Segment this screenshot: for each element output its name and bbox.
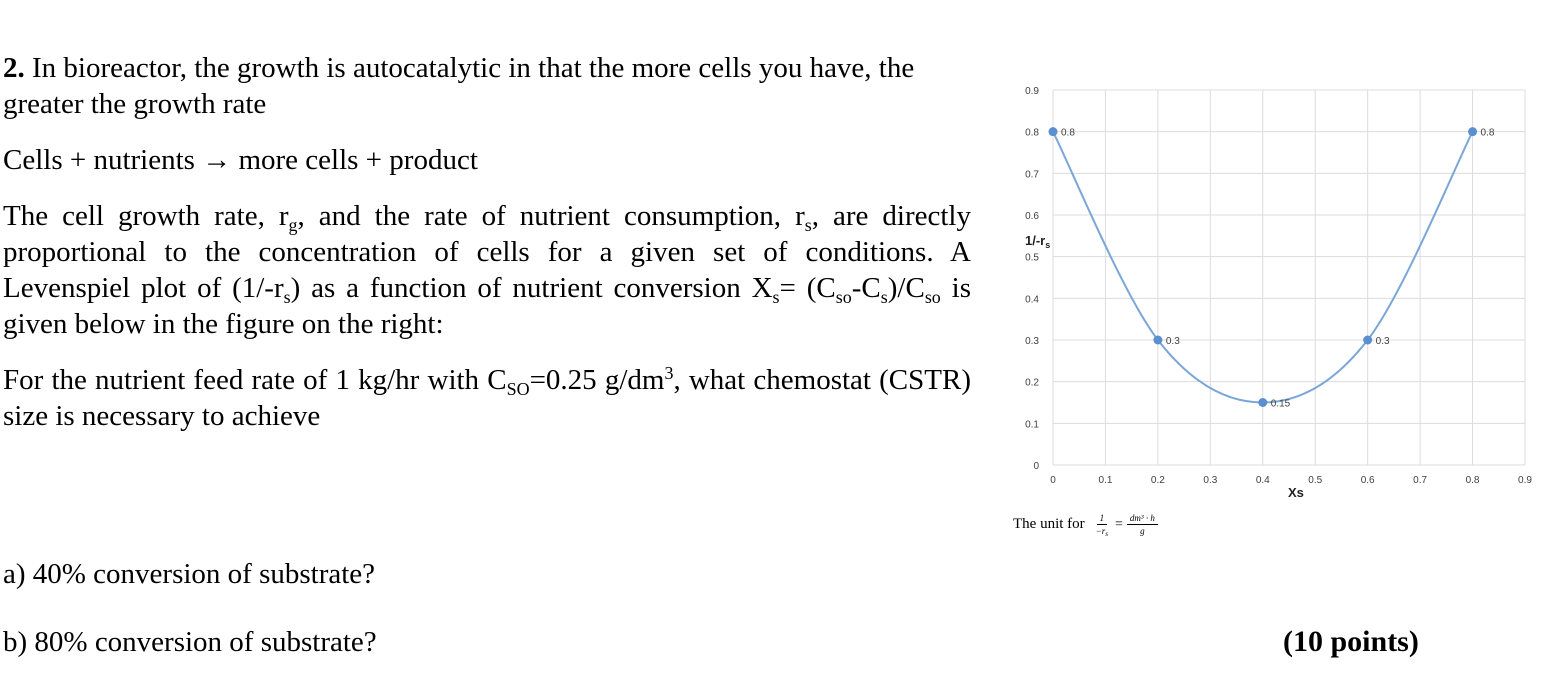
x-tick-label: 0.9: [1518, 475, 1532, 486]
data-point: [1153, 336, 1162, 345]
unit-fraction: [1127, 512, 1158, 537]
subscript: SO: [506, 378, 530, 399]
y-tick-label: 0.2: [1025, 377, 1039, 389]
y-axis-title-sub: s: [1045, 240, 1051, 250]
x-tick-label: 0.2: [1150, 475, 1165, 486]
question-a: a) 40% conversion of substrate?: [3, 558, 376, 590]
problem-text: [3, 50, 971, 454]
denominator-text: −r: [1095, 526, 1106, 536]
equals-sign: =: [1114, 516, 1123, 532]
feed-paragraph: [3, 362, 971, 434]
unit-note: [1013, 512, 1160, 537]
data-label: 0.3: [1375, 336, 1390, 347]
unit-denominator: g: [1140, 526, 1145, 536]
y-tick-labels: [1025, 86, 1039, 472]
data-label: 0.15: [1270, 398, 1291, 410]
text-run: =0.25 g/dm: [529, 364, 665, 396]
x-tick-label: 0.1: [1098, 475, 1113, 486]
data-point: [1468, 127, 1477, 136]
y-axis-title: [1025, 233, 1050, 250]
x-tick-label: 0.3: [1203, 475, 1218, 486]
x-tick-label: 0.7: [1413, 475, 1428, 486]
reaction-equation: Cells + nutrients → more cells + product: [3, 144, 478, 176]
x-tick-label: 0.6: [1360, 475, 1375, 486]
x-tick-label: 0: [1050, 475, 1056, 486]
data-point: [1258, 398, 1267, 407]
text-run: -C: [851, 272, 881, 304]
text-run: = (C: [779, 272, 836, 304]
text-run: ) as a function of nutrient conversion X: [290, 272, 773, 304]
y-tick-label: 0.5: [1025, 252, 1039, 264]
data-point: [1363, 336, 1372, 345]
y-tick-label: 0.4: [1025, 294, 1039, 306]
points-label: (10 points): [1283, 625, 1419, 658]
subscript: s: [880, 286, 888, 307]
unit-note-prefix: The unit for: [1013, 516, 1085, 532]
y-axis-title-text: 1/-r: [1025, 233, 1046, 248]
x-tick-label: 0.5: [1308, 475, 1323, 486]
subscript: s: [804, 214, 812, 235]
y-tick-label: 0.1: [1025, 419, 1039, 431]
text-run: is given below in the figure on the right:: [3, 272, 972, 340]
levenspiel-chart: [1005, 75, 1550, 505]
subscript: so: [924, 286, 941, 307]
y-tick-label: 0: [1033, 461, 1039, 472]
data-labels: [1061, 128, 1495, 410]
unit-numerator: dm³ · h: [1127, 512, 1158, 525]
data-label: 0.3: [1165, 336, 1180, 347]
question-b: b) 80% conversion of substrate?: [3, 626, 377, 658]
y-tick-label: 0.7: [1025, 169, 1039, 181]
x-axis-title: Xs: [1288, 485, 1304, 500]
data-label: 0.8: [1061, 127, 1075, 139]
problem-number: 2.: [3, 52, 25, 84]
data-label: 0.8: [1480, 127, 1495, 139]
inverse-rate-fraction: [1093, 512, 1111, 537]
fraction-numerator: 1: [1097, 512, 1108, 525]
text-run: , are directly proportional to the concentration of cells for a given set of conditions. A Levenspiel plot of (1/-r: [3, 200, 971, 304]
problem-intro: [3, 50, 971, 122]
text-run: For the nutrient feed rate of 1 kg/hr with C: [3, 364, 507, 396]
data-point: [1049, 127, 1058, 136]
denominator-sub: s: [1105, 530, 1108, 539]
y-tick-label: 0.9: [1025, 86, 1039, 97]
text-run: The cell growth rate, r: [3, 200, 289, 232]
text-run: , what chemostat (CSTR) size is necessary to achieve: [3, 364, 971, 432]
subscript: s: [283, 286, 291, 307]
y-tick-label: 0.8: [1025, 127, 1039, 139]
fraction-denominator: [1093, 525, 1111, 537]
x-tick-label: 0.4: [1255, 475, 1270, 486]
subscript: so: [835, 286, 852, 307]
intro-line: In bioreactor, the growth is autocatalytic in that the more cells you have, the greater the growth rate: [3, 52, 915, 120]
x-tick-label: 0.8: [1465, 475, 1480, 486]
y-tick-label: 0.6: [1025, 211, 1039, 222]
y-tick-label: 0.3: [1025, 336, 1039, 347]
rate-paragraph: [3, 198, 971, 342]
subscript: g: [288, 214, 298, 235]
subscript: s: [772, 286, 780, 307]
text-run: )/C: [887, 272, 925, 304]
superscript: 3: [664, 363, 674, 384]
text-run: , and the rate of nutrient consumption, r: [297, 200, 805, 232]
